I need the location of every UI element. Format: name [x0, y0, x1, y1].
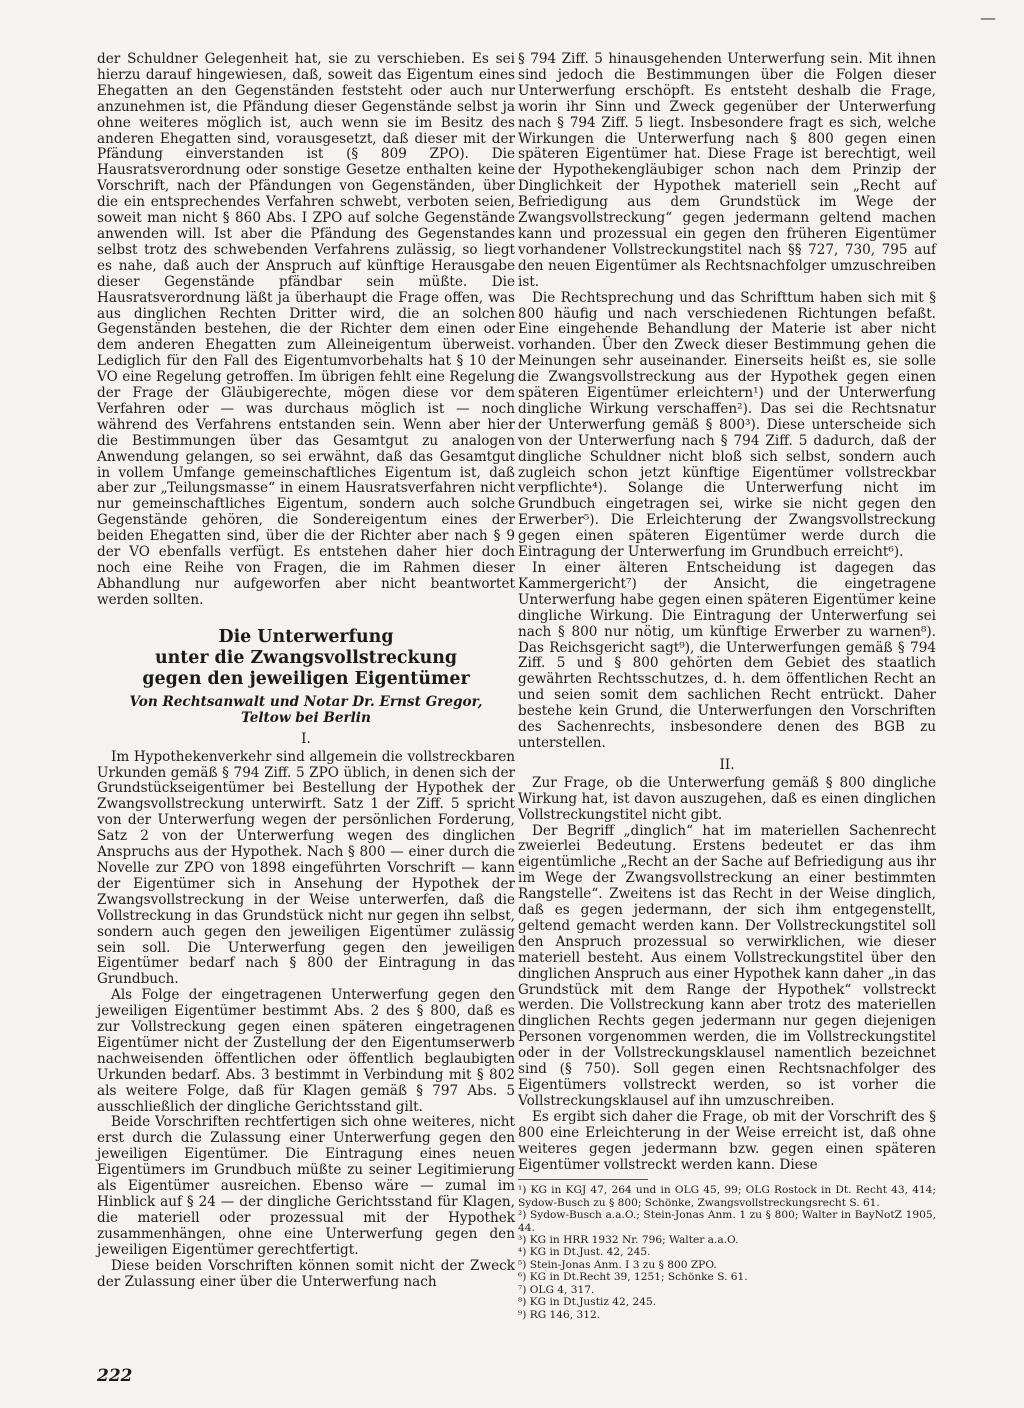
article-title-line: Die Unterwerfung: [218, 626, 394, 647]
footnote: ⁹) RG 146, 312.: [518, 1308, 601, 1321]
article-title-line: gegen den jeweiligen Eigentümer: [142, 668, 470, 689]
paragraph: Zur Frage, ob die Unterwerfung gemäß § 800 dingliche Wirkung hat, ist davon auszugehen, daß es einen dinglichen Vollstreckungstitel nicht gibt.: [518, 774, 936, 823]
footnote: ¹) KG in KGJ 47, 264 und in OLG 45, 99; OLG Rostock in Dt. Recht 43, 414; Sydow-Busch zu § 800; Schönke, Zwangsvollstreckungsrecht S. 61.: [518, 1184, 936, 1209]
paragraph: Diese beiden Vorschriften können somit nicht der Zweck der Zulassung einer über die Unterwerfung nach: [97, 1257, 515, 1290]
article-title: [97, 627, 515, 690]
footnote: ⁶) KG in Dt.Recht 39, 1251; Schönke S. 61.: [518, 1271, 748, 1284]
paragraph: Die Rechtsprechung und das Schrifttum haben sich mit § 800 häufig und nach verschiedenen Richtungen befaßt. Eine eingehende Behandlung der Materie ist aber nicht vorhanden. Über den Zweck dieser Bestimmung gehen die Meinungen sehr auseinander. Einerseits heißt es, sie solle die Zwangsvollstreckung aus der Hypothek gegen einen späteren Eigentümer erleichtern¹) und der Unterwerfung dingliche Wirkung verschaffen²). Das sei die Rechtsnatur der Unterwerfung gemäß § 800³). Diese unterscheide sich von der Unterwerfung nach § 794 Ziff. 5 dadurch, daß der dingliche Schuldner nicht bloß sich selbst, sondern auch zugleich schon jetzt künftige Eigentümer vollstreckbar verpflichte⁴). Solange die Unterwerfung nicht im Grundbuch eingetragen sei, wirke sie nicht gegen den Erwerber⁵). Die Erleichterung der Zwangsvollstreckung gegen einen späteren Eigentümer werde durch die Eintragung der Unterwerfung im Grundbuch erreicht⁶).: [518, 289, 936, 561]
page-number: 222: [97, 1366, 133, 1386]
byline-line: Von Rechtsanwalt und Notar Dr. Ernst Gregor,: [129, 693, 483, 710]
footnote: ⁸) KG in Dt.Justiz 42, 245.: [518, 1296, 657, 1309]
paragraph: der Schuldner Gelegenheit hat, sie zu verschieben. Es sei hierzu darauf hingewiesen, daß, soweit das Eigentum eines Ehegatten an den Gegenständen feststeht oder auch nur anzunehmen ist, die Pfändung dieser Gegenstände selbst ja ohne weiteres möglich ist, auch wenn sie im Besitz des anderen Ehegatten sind, vorausgesetzt, daß dieser mit der Pfändung einverstanden ist (§ 809 ZPO). Die Hausratsverordnung oder sonstige Gesetze enthalten keine Vorschrift, nach der Pfändungen von Gegenständen, über die ein entsprechendes Verfahren schwebt, verboten seien, soweit man nicht § 860 Abs. I ZPO auf solche Gegenstände anwenden will. Ist aber die Pfändung des Gegenstandes selbst trotz des schwebenden Verfahrens zulässig, so liegt es nahe, daß auch der Anspruch auf künftige Herausgabe dieser Gegenstände pfändbar sein müßte. Die Hausratsverordnung läßt ja überhaupt die Frage offen, was aus dinglichen Rechten Dritter wird, die an solchen Gegenständen bestehen, die der Richter dem einen oder dem anderen Ehegatten zum Alleineigentum überweist. Lediglich für den Fall des Eigentumvorbehalts hat § 10 der VO eine Regelung getroffen. Im übrigen fehlt eine Regelung der Frage der Gläubigerechte, mögen diese vor dem Verfahren oder — was durchaus möglich ist — noch während des Verfahrens entstanden sein. Wenn aber hier die Bestimmungen über das Gesamtgut zu analogen Anwendung gelangen, so sei erwähnt, daß das Gesamtgut in vollem Umfange gemeinschaftliches Eigentum ist, daß aber zur „Teilungsmasse“ in einem Hausratsverfahren nicht nur gemeinschaftliches Eigentum, sondern auch solche Gegenstände gehören, die Sondereigentum eines der beiden Ehegatten sind, über die der Richter aber nach § 9 der VO ebenfalls verfügt. Es entstehen daher hier doch noch eine Reihe von Fragen, die im Rahmen dieser Abhandlung nur aufgeworfen aber nicht beantwortet werden sollten.: [97, 51, 515, 608]
footnote: ⁵) Stein-Jonas Anm. I 3 zu § 800 ZPO.: [518, 1258, 717, 1271]
paragraph: In einer älteren Entscheidung ist dagegen das Kammergericht⁷) der Ansicht, die eingetragene Unterwerfung habe gegen einen späteren Eigentümer keine dingliche Wirkung. Die Eintragung der Unterwerfung sei nach § 800 nur nötig, um künftige Erwerber zu warnen⁸). Das Reichsgericht sagt⁹), die Unterwerfungen gemäß § 794 Ziff. 5 und § 800 gehörten dem Gebiet des staatlich gewährten Rechtsschutzes, d. h. dem öffentlichen Recht an und seien somit dem sachlichen Recht entrückt. Daher bestehe kein Grund, die Unterwerfungen den Vorschriften des Sachenrechts, insbesondere denen des BGB zu unterstellen.: [518, 560, 936, 751]
paragraph: Als Folge der eingetragenen Unterwerfung gegen den jeweiligen Eigentümer bestimmt Abs. 2 des § 800, daß es zur Vollstreckung gegen einen späteren eingetragenen Eigentümer nicht der Zustellung der den Eigentumserwerb nachweisenden öffentlichen oder öffentlich beglaubigten Urkunden bedarf. Abs. 3 bestimmt in Verbindung mit § 802 als weitere Folge, daß für Klagen gemäß § 797 Abs. 5 ausschließlich der dingliche Gerichtsstand gilt.: [97, 987, 515, 1115]
footnote: ⁷) OLG 4, 317.: [518, 1283, 595, 1296]
byline-line: Teltow bei Berlin: [241, 709, 371, 726]
right-column: [518, 52, 936, 1321]
paragraph: Beide Vorschriften rechtfertigen sich ohne weiteres, nicht erst durch die Zulassung einer Unterwerfung gegen den jeweiligen Eigentümer. Die Eintragung eines neuen Eigentümers im Grundbuch müßte zu seiner Legitimierung als Eigentümer ausreichen. Ebenso wäre — zumal im Hinblick auf § 24 — der dingliche Gerichtsstand für Klagen, die materiell oder prozessual mit der Hypothek zusammenhängen, ohne eine Unterwerfung gegen den jeweiligen Eigentümer gerechtfertigt.: [97, 1114, 515, 1258]
section-heading: II.: [719, 756, 735, 773]
footnotes: [518, 1179, 936, 1320]
footnote: ⁴) KG in Dt.Just. 42, 245.: [518, 1246, 651, 1259]
left-column: [97, 52, 515, 1290]
paragraph: Es ergibt sich daher die Frage, ob mit der Vorschrift des § 800 eine Erleichterung in der Weise erreicht ist, daß ohne weiteres gegen jedermann bzw. gegen einen späteren Eigentümer vollstreckt werden kann. Diese: [518, 1108, 936, 1173]
author-byline: [97, 694, 515, 726]
corner-mark: —: [980, 8, 996, 27]
footnote-divider: [518, 1179, 648, 1180]
article-title-line: unter die Zwangsvollstreckung: [154, 647, 458, 668]
paragraph: Der Begriff „dinglich“ hat im materiellen Sachenrecht zweierlei Bedeutung. Erstens bedeutet er das ihm eigentümliche „Recht an der Sache auf Befriedigung aus ihr im Wege der Zwangsvollstreckung an einer bestimmten Rangstelle“. Zweitens ist das Recht in der Weise dinglich, daß es gegen jedermann, der sich ihm entgegenstellt, geltend gemacht werden kann. Der Vollstreckungstitel soll den Anspruch prozessual so verwirklichen, wie dieser materiell besteht. Aus einem Vollstreckungstitel über den dinglichen Anspruch aus einer Hypothek kann daher „in das Grundstück mit dem Range der Hypothek“ vollstreckt werden. Die Vollstreckung kann aber trotz des materiellen dinglichen Rechts gegen jedermann nur gegen diejenigen Personen vorgenommen werden, die im Vollstreckungstitel oder in der Vollstreckungsklausel namentlich bezeichnet sind (§ 750). Soll gegen einen Rechtsnachfolger des Eigentümers vollstreckt werden, so ist vorher die Vollstreckungsklausel auf ihn umzuschreiben.: [518, 822, 936, 1109]
footnote: ²) Sydow-Busch a.a.O.; Stein-Jonas Anm. 1 zu § 800; Walter in BayNotZ 1905, 44.: [518, 1209, 936, 1234]
section-heading: I.: [301, 730, 311, 747]
paragraph: Im Hypothekenverkehr sind allgemein die vollstreckbaren Urkunden gemäß § 794 Ziff. 5 ZPO üblich, in denen sich der Grundstückseigentümer bei Bestellung der Hypothek der Zwangsvollstreckung unterwirft. Satz 1 der Ziff. 5 spricht von der Unterwerfung wegen der persönlichen Forderung, Satz 2 von der Unterwerfung wegen des dinglichen Anspruchs aus der Hypothek. Nach § 800 — einer durch die Novelle zur ZPO von 1898 eingeführten Vorschrift — kann der Eigentümer sich in Ansehung der Hypothek der Zwangsvollstreckung in der Weise unterwerfen, daß die Vollstreckung in das Grundstück nicht nur gegen ihn selbst, sondern auch gegen den jeweiligen Eigentümer zulässig sein soll. Die Unterwerfung gegen den jeweiligen Eigentümer bedarf nach § 800 der Eintragung in das Grundbuch.: [97, 748, 515, 988]
footnote: ³) KG in HRR 1932 Nr. 796; Walter a.a.O.: [518, 1234, 739, 1247]
paragraph: § 794 Ziff. 5 hinausgehenden Unterwerfung sein. Mit ihnen sind jedoch die Bestimmungen über die Folgen dieser Unterwerfung erschöpft. Es entsteht deshalb die Frage, worin ihr Sinn und Zweck gegenüber der Unterwerfung nach § 794 Ziff. 5 liegt. Insbesondere fragt es sich, welche Wirkungen die Unterwerfung nach § 800 gegen einen späteren Eigentümer hat. Diese Frage ist berechtigt, weil der Hypothekengläubiger schon nach dem Prinzip der Dinglichkeit der Hypothek materiell sein „Recht auf Befriedigung aus dem Grundstück im Wege der Zwangsvollstreckung“ gegen jedermann geltend machen kann und prozessual ein gegen den früheren Eigentümer vorhandener Vollstreckungstitel nach §§ 727, 730, 795 auf den neuen Eigentümer als Rechtsnachfolger umzuschreiben ist.: [518, 51, 936, 290]
